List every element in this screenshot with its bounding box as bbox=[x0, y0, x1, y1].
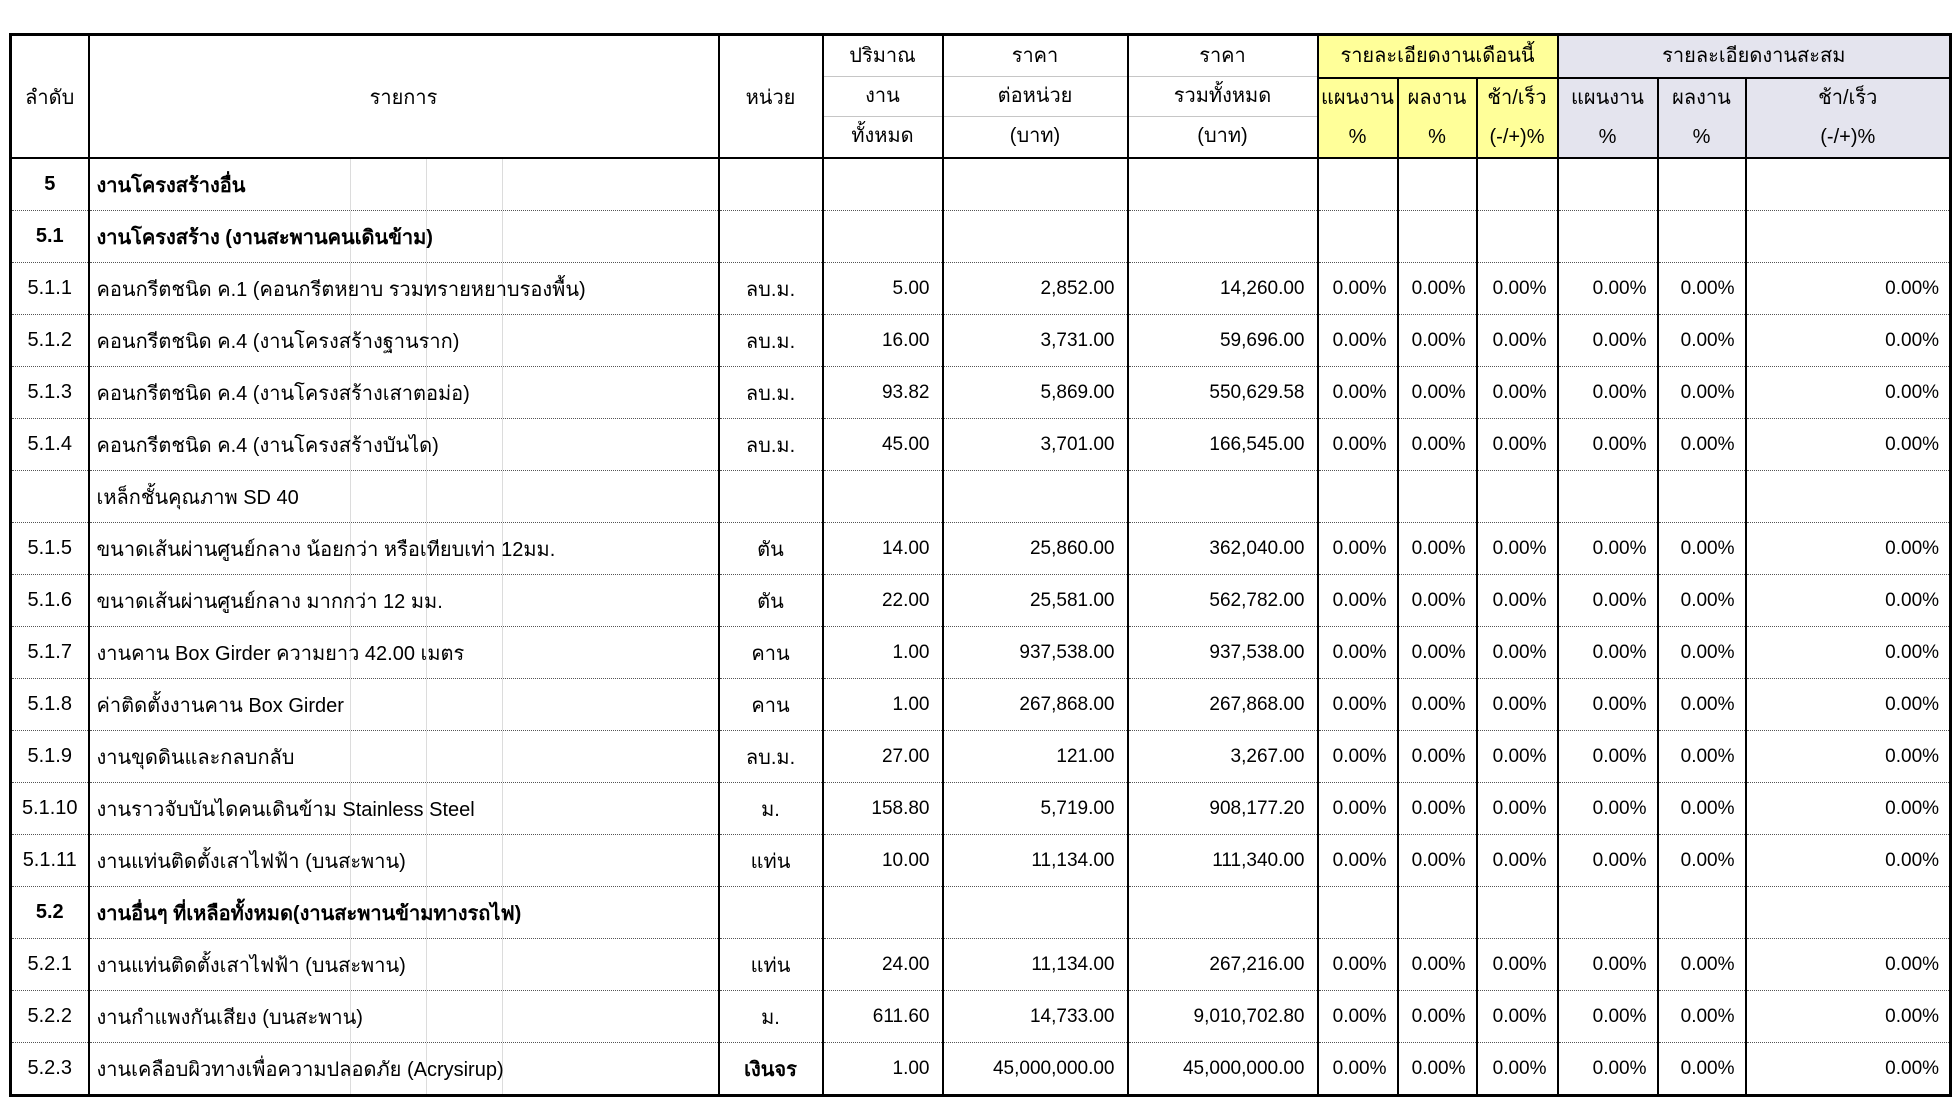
cell-month-latefast-pct bbox=[1477, 887, 1558, 939]
cell-unit bbox=[719, 887, 823, 939]
table-row bbox=[11, 523, 1951, 575]
cell-total-price: 59,696.00 bbox=[1128, 315, 1318, 367]
cell-unit: ตัน bbox=[719, 575, 823, 627]
cell-unit: แท่น bbox=[719, 835, 823, 887]
cell-unit-price bbox=[943, 211, 1128, 263]
cell-total-price: 267,868.00 bbox=[1128, 679, 1318, 731]
cell-month-latefast-pct bbox=[1477, 471, 1558, 523]
table-row bbox=[11, 783, 1951, 835]
cell-total-quantity bbox=[823, 211, 943, 263]
header-month-plan: แผนงาน % bbox=[1318, 78, 1398, 158]
cell-total-price: 45,000,000.00 bbox=[1128, 1043, 1318, 1096]
cell-unit-price: 937,538.00 bbox=[943, 627, 1128, 679]
cell-total-quantity: 22.00 bbox=[823, 575, 943, 627]
cell-cum-actual-pct: 0.00% bbox=[1658, 783, 1746, 835]
cell-total-quantity: 1.00 bbox=[823, 1043, 943, 1096]
header-cum-plan: แผนงาน % bbox=[1558, 78, 1658, 158]
table-row bbox=[11, 1043, 1951, 1096]
cell-description: เหล็กชั้นคุณภาพ SD 40 bbox=[89, 471, 719, 523]
cell-cum-plan-pct: 0.00% bbox=[1558, 679, 1658, 731]
cell-unit: ลบ.ม. bbox=[719, 263, 823, 315]
cell-unit: ม. bbox=[719, 991, 823, 1043]
cell-unit: ม. bbox=[719, 783, 823, 835]
cell-month-plan-pct: 0.00% bbox=[1318, 991, 1398, 1043]
cell-item-no: 5.2.3 bbox=[11, 1043, 89, 1096]
table-row bbox=[11, 315, 1951, 367]
cell-unit-price: 11,134.00 bbox=[943, 835, 1128, 887]
table-row bbox=[11, 835, 1951, 887]
cell-month-latefast-pct: 0.00% bbox=[1477, 575, 1558, 627]
cell-description: งานขุดดินและกลบกลับ bbox=[89, 731, 719, 783]
cell-cum-latefast-pct: 0.00% bbox=[1746, 575, 1951, 627]
cell-total-price: 9,010,702.80 bbox=[1128, 991, 1318, 1043]
cell-cum-actual-pct: 0.00% bbox=[1658, 627, 1746, 679]
cell-month-plan-pct: 0.00% bbox=[1318, 939, 1398, 991]
cell-total-quantity bbox=[823, 158, 943, 211]
cell-month-actual-pct bbox=[1398, 471, 1477, 523]
cell-total-price: 362,040.00 bbox=[1128, 523, 1318, 575]
cell-unit-price: 3,701.00 bbox=[943, 419, 1128, 471]
cell-total-quantity: 158.80 bbox=[823, 783, 943, 835]
cell-month-actual-pct: 0.00% bbox=[1398, 315, 1477, 367]
cell-total-quantity: 5.00 bbox=[823, 263, 943, 315]
cell-cum-plan-pct: 0.00% bbox=[1558, 523, 1658, 575]
cell-month-actual-pct: 0.00% bbox=[1398, 991, 1477, 1043]
cell-month-actual-pct bbox=[1398, 211, 1477, 263]
cell-item-no: 5.2.1 bbox=[11, 939, 89, 991]
cell-cum-plan-pct: 0.00% bbox=[1558, 367, 1658, 419]
cell-item-no: 5.1 bbox=[11, 211, 89, 263]
cell-cum-actual-pct: 0.00% bbox=[1658, 367, 1746, 419]
cell-unit: แท่น bbox=[719, 939, 823, 991]
cell-description: งานแท่นติดตั้งเสาไฟฟ้า (บนสะพาน) bbox=[89, 939, 719, 991]
cell-month-latefast-pct: 0.00% bbox=[1477, 263, 1558, 315]
cell-unit: ลบ.ม. bbox=[719, 367, 823, 419]
cell-description: คอนกรีตชนิด ค.4 (งานโครงสร้างเสาตอม่อ) bbox=[89, 367, 719, 419]
cell-description: คอนกรีตชนิด ค.1 (คอนกรีตหยาบ รวมทรายหยาบรองพื้น) bbox=[89, 263, 719, 315]
table-body bbox=[11, 158, 1951, 1096]
cell-total-price bbox=[1128, 158, 1318, 211]
cell-month-latefast-pct: 0.00% bbox=[1477, 991, 1558, 1043]
header-total-price: ราคา รวมทั้งหมด (บาท) bbox=[1128, 35, 1318, 159]
cell-cum-actual-pct bbox=[1658, 471, 1746, 523]
cell-month-latefast-pct: 0.00% bbox=[1477, 783, 1558, 835]
cell-total-price: 908,177.20 bbox=[1128, 783, 1318, 835]
cell-cum-plan-pct: 0.00% bbox=[1558, 991, 1658, 1043]
cell-total-quantity: 1.00 bbox=[823, 627, 943, 679]
cell-total-price bbox=[1128, 471, 1318, 523]
cell-description: ค่าติดตั้งงานคาน Box Girder bbox=[89, 679, 719, 731]
cell-description: คอนกรีตชนิด ค.4 (งานโครงสร้างฐานราก) bbox=[89, 315, 719, 367]
cell-cum-plan-pct: 0.00% bbox=[1558, 939, 1658, 991]
cell-cum-latefast-pct: 0.00% bbox=[1746, 315, 1951, 367]
cell-cum-actual-pct: 0.00% bbox=[1658, 419, 1746, 471]
cell-total-quantity: 24.00 bbox=[823, 939, 943, 991]
cell-month-actual-pct: 0.00% bbox=[1398, 627, 1477, 679]
cell-description: คอนกรีตชนิด ค.4 (งานโครงสร้างบันได) bbox=[89, 419, 719, 471]
cell-month-plan-pct: 0.00% bbox=[1318, 419, 1398, 471]
cell-cum-latefast-pct: 0.00% bbox=[1746, 419, 1951, 471]
cell-total-price: 550,629.58 bbox=[1128, 367, 1318, 419]
cell-cum-plan-pct: 0.00% bbox=[1558, 627, 1658, 679]
table-row bbox=[11, 419, 1951, 471]
cell-cum-actual-pct: 0.00% bbox=[1658, 575, 1746, 627]
cell-item-no: 5.1.7 bbox=[11, 627, 89, 679]
cell-unit-price: 11,134.00 bbox=[943, 939, 1128, 991]
header-group-cumulative: รายละเอียดงานสะสม bbox=[1558, 35, 1951, 79]
cell-month-actual-pct: 0.00% bbox=[1398, 367, 1477, 419]
table-header bbox=[11, 35, 1951, 159]
table-row bbox=[11, 731, 1951, 783]
cell-cum-latefast-pct: 0.00% bbox=[1746, 939, 1951, 991]
cell-month-latefast-pct: 0.00% bbox=[1477, 523, 1558, 575]
cell-cum-actual-pct: 0.00% bbox=[1658, 1043, 1746, 1096]
cell-month-actual-pct: 0.00% bbox=[1398, 731, 1477, 783]
cell-total-quantity: 14.00 bbox=[823, 523, 943, 575]
cell-item-no: 5.2 bbox=[11, 887, 89, 939]
cell-item-no: 5.1.9 bbox=[11, 731, 89, 783]
cell-total-quantity: 45.00 bbox=[823, 419, 943, 471]
cell-item-no: 5.1.4 bbox=[11, 419, 89, 471]
cell-total-quantity bbox=[823, 887, 943, 939]
cell-month-latefast-pct: 0.00% bbox=[1477, 419, 1558, 471]
cell-unit: ลบ.ม. bbox=[719, 315, 823, 367]
table-row bbox=[11, 939, 1951, 991]
cell-cum-actual-pct: 0.00% bbox=[1658, 523, 1746, 575]
cell-total-price bbox=[1128, 887, 1318, 939]
cell-item-no: 5.1.3 bbox=[11, 367, 89, 419]
cell-month-plan-pct: 0.00% bbox=[1318, 731, 1398, 783]
cell-month-actual-pct: 0.00% bbox=[1398, 575, 1477, 627]
header-no: ลำดับ bbox=[11, 35, 89, 159]
cell-total-quantity: 93.82 bbox=[823, 367, 943, 419]
cell-cum-latefast-pct bbox=[1746, 887, 1951, 939]
cell-cum-latefast-pct: 0.00% bbox=[1746, 1043, 1951, 1096]
cell-unit: คาน bbox=[719, 627, 823, 679]
header-total-quantity: ปริมาณ งาน ทั้งหมด bbox=[823, 35, 943, 159]
cell-description: งานคาน Box Girder ความยาว 42.00 เมตร bbox=[89, 627, 719, 679]
cell-cum-latefast-pct: 0.00% bbox=[1746, 783, 1951, 835]
progress-report-sheet bbox=[9, 33, 1952, 1097]
header-group-this-month: รายละเอียดงานเดือนนี้ bbox=[1318, 35, 1558, 79]
cell-month-plan-pct bbox=[1318, 158, 1398, 211]
cell-cum-latefast-pct: 0.00% bbox=[1746, 523, 1951, 575]
cell-cum-actual-pct: 0.00% bbox=[1658, 679, 1746, 731]
cell-cum-plan-pct: 0.00% bbox=[1558, 731, 1658, 783]
cell-item-no: 5.1.6 bbox=[11, 575, 89, 627]
cell-cum-plan-pct: 0.00% bbox=[1558, 575, 1658, 627]
cell-cum-actual-pct: 0.00% bbox=[1658, 991, 1746, 1043]
cell-month-latefast-pct: 0.00% bbox=[1477, 315, 1558, 367]
cell-unit-price: 3,731.00 bbox=[943, 315, 1128, 367]
cell-description: งานโครงสร้าง (งานสะพานคนเดินข้าม) bbox=[89, 211, 719, 263]
cell-total-quantity bbox=[823, 471, 943, 523]
cell-month-plan-pct: 0.00% bbox=[1318, 315, 1398, 367]
header-month-late-fast: ช้า/เร็ว (-/+)% bbox=[1477, 78, 1558, 158]
cell-unit-price: 121.00 bbox=[943, 731, 1128, 783]
cell-month-actual-pct: 0.00% bbox=[1398, 783, 1477, 835]
cell-unit: ลบ.ม. bbox=[719, 419, 823, 471]
cell-cum-latefast-pct: 0.00% bbox=[1746, 991, 1951, 1043]
cell-unit bbox=[719, 471, 823, 523]
table-row bbox=[11, 158, 1951, 211]
cell-month-latefast-pct: 0.00% bbox=[1477, 367, 1558, 419]
cell-unit: ตัน bbox=[719, 523, 823, 575]
cell-cum-latefast-pct: 0.00% bbox=[1746, 731, 1951, 783]
cell-cum-actual-pct: 0.00% bbox=[1658, 263, 1746, 315]
cell-unit-price: 25,581.00 bbox=[943, 575, 1128, 627]
cell-total-price: 111,340.00 bbox=[1128, 835, 1318, 887]
cell-month-actual-pct: 0.00% bbox=[1398, 679, 1477, 731]
cell-month-plan-pct bbox=[1318, 211, 1398, 263]
cell-month-plan-pct: 0.00% bbox=[1318, 263, 1398, 315]
cell-month-plan-pct bbox=[1318, 471, 1398, 523]
table-row bbox=[11, 211, 1951, 263]
header-cum-late-fast: ช้า/เร็ว (-/+)% bbox=[1746, 78, 1951, 158]
cell-month-latefast-pct: 0.00% bbox=[1477, 627, 1558, 679]
cell-unit-price: 14,733.00 bbox=[943, 991, 1128, 1043]
cell-cum-plan-pct: 0.00% bbox=[1558, 263, 1658, 315]
cell-total-price: 937,538.00 bbox=[1128, 627, 1318, 679]
cell-unit bbox=[719, 158, 823, 211]
cell-description: งานอื่นๆ ที่เหลือทั้งหมด(งานสะพานข้ามทางรถไฟ) bbox=[89, 887, 719, 939]
table-row bbox=[11, 991, 1951, 1043]
cell-total-quantity: 27.00 bbox=[823, 731, 943, 783]
header-unit: หน่วย bbox=[719, 35, 823, 159]
cell-total-price: 267,216.00 bbox=[1128, 939, 1318, 991]
header-item: รายการ bbox=[89, 35, 719, 159]
cell-unit: ลบ.ม. bbox=[719, 731, 823, 783]
cell-month-plan-pct: 0.00% bbox=[1318, 523, 1398, 575]
cell-description: ขนาดเส้นผ่านศูนย์กลาง มากกว่า 12 มม. bbox=[89, 575, 719, 627]
cell-item-no: 5.1.10 bbox=[11, 783, 89, 835]
cell-total-price: 166,545.00 bbox=[1128, 419, 1318, 471]
cell-item-no: 5.1.11 bbox=[11, 835, 89, 887]
cell-cum-plan-pct: 0.00% bbox=[1558, 783, 1658, 835]
cell-total-price: 3,267.00 bbox=[1128, 731, 1318, 783]
cell-month-plan-pct: 0.00% bbox=[1318, 575, 1398, 627]
cell-month-actual-pct: 0.00% bbox=[1398, 263, 1477, 315]
cell-item-no bbox=[11, 471, 89, 523]
cell-cum-plan-pct bbox=[1558, 887, 1658, 939]
cell-cum-latefast-pct bbox=[1746, 211, 1951, 263]
cell-total-price bbox=[1128, 211, 1318, 263]
cell-cum-plan-pct: 0.00% bbox=[1558, 1043, 1658, 1096]
cell-cum-latefast-pct: 0.00% bbox=[1746, 835, 1951, 887]
cell-item-no: 5 bbox=[11, 158, 89, 211]
header-unit-price: ราคา ต่อหน่วย (บาท) bbox=[943, 35, 1128, 159]
cell-total-quantity: 611.60 bbox=[823, 991, 943, 1043]
cell-unit-price bbox=[943, 158, 1128, 211]
cell-cum-latefast-pct bbox=[1746, 471, 1951, 523]
cell-total-quantity: 10.00 bbox=[823, 835, 943, 887]
cell-month-actual-pct: 0.00% bbox=[1398, 1043, 1477, 1096]
cell-month-actual-pct: 0.00% bbox=[1398, 835, 1477, 887]
cell-cum-latefast-pct: 0.00% bbox=[1746, 367, 1951, 419]
cell-item-no: 5.1.8 bbox=[11, 679, 89, 731]
cell-item-no: 5.1.5 bbox=[11, 523, 89, 575]
cell-item-no: 5.1.1 bbox=[11, 263, 89, 315]
cell-month-latefast-pct: 0.00% bbox=[1477, 731, 1558, 783]
cell-total-price: 14,260.00 bbox=[1128, 263, 1318, 315]
cell-month-actual-pct bbox=[1398, 887, 1477, 939]
cell-cum-latefast-pct: 0.00% bbox=[1746, 627, 1951, 679]
cell-month-latefast-pct: 0.00% bbox=[1477, 679, 1558, 731]
cell-unit-price: 2,852.00 bbox=[943, 263, 1128, 315]
cell-cum-latefast-pct bbox=[1746, 158, 1951, 211]
cell-month-plan-pct bbox=[1318, 887, 1398, 939]
table-row bbox=[11, 627, 1951, 679]
header-cum-actual: ผลงาน % bbox=[1658, 78, 1746, 158]
cell-month-plan-pct: 0.00% bbox=[1318, 835, 1398, 887]
cell-month-plan-pct: 0.00% bbox=[1318, 679, 1398, 731]
cell-unit-price bbox=[943, 887, 1128, 939]
cell-month-actual-pct: 0.00% bbox=[1398, 523, 1477, 575]
cell-cum-plan-pct bbox=[1558, 158, 1658, 211]
cell-cum-actual-pct bbox=[1658, 887, 1746, 939]
work-progress-table bbox=[9, 33, 1952, 1097]
cell-cum-actual-pct bbox=[1658, 211, 1746, 263]
cell-month-actual-pct bbox=[1398, 158, 1477, 211]
cell-month-actual-pct: 0.00% bbox=[1398, 419, 1477, 471]
cell-total-price: 562,782.00 bbox=[1128, 575, 1318, 627]
cell-description: งานแท่นติดตั้งเสาไฟฟ้า (บนสะพาน) bbox=[89, 835, 719, 887]
cell-unit-price: 5,869.00 bbox=[943, 367, 1128, 419]
cell-total-quantity: 1.00 bbox=[823, 679, 943, 731]
cell-unit bbox=[719, 211, 823, 263]
cell-cum-actual-pct: 0.00% bbox=[1658, 731, 1746, 783]
cell-cum-plan-pct: 0.00% bbox=[1558, 419, 1658, 471]
cell-unit: คาน bbox=[719, 679, 823, 731]
cell-unit-price: 45,000,000.00 bbox=[943, 1043, 1128, 1096]
cell-unit-price bbox=[943, 471, 1128, 523]
cell-cum-actual-pct bbox=[1658, 158, 1746, 211]
cell-month-plan-pct: 0.00% bbox=[1318, 627, 1398, 679]
cell-month-latefast-pct bbox=[1477, 211, 1558, 263]
cell-unit-price: 267,868.00 bbox=[943, 679, 1128, 731]
cell-description: งานกำแพงกันเสียง (บนสะพาน) bbox=[89, 991, 719, 1043]
table-row bbox=[11, 367, 1951, 419]
cell-month-actual-pct: 0.00% bbox=[1398, 939, 1477, 991]
cell-cum-actual-pct: 0.00% bbox=[1658, 315, 1746, 367]
cell-month-latefast-pct: 0.00% bbox=[1477, 835, 1558, 887]
cell-cum-actual-pct: 0.00% bbox=[1658, 939, 1746, 991]
cell-item-no: 5.1.2 bbox=[11, 315, 89, 367]
table-row bbox=[11, 887, 1951, 939]
cell-description: งานเคลือบผิวทางเพื่อความปลอดภัย (Acrysirup) bbox=[89, 1043, 719, 1096]
table-row bbox=[11, 679, 1951, 731]
cell-cum-actual-pct: 0.00% bbox=[1658, 835, 1746, 887]
cell-description: งานราวจับบันไดคนเดินข้าม Stainless Steel bbox=[89, 783, 719, 835]
table-row bbox=[11, 471, 1951, 523]
cell-item-no: 5.2.2 bbox=[11, 991, 89, 1043]
cell-total-quantity: 16.00 bbox=[823, 315, 943, 367]
cell-unit-price: 5,719.00 bbox=[943, 783, 1128, 835]
header-month-actual: ผลงาน % bbox=[1398, 78, 1477, 158]
cell-month-plan-pct: 0.00% bbox=[1318, 367, 1398, 419]
cell-month-latefast-pct bbox=[1477, 158, 1558, 211]
cell-month-plan-pct: 0.00% bbox=[1318, 783, 1398, 835]
cell-cum-plan-pct: 0.00% bbox=[1558, 315, 1658, 367]
cell-cum-latefast-pct: 0.00% bbox=[1746, 263, 1951, 315]
table-row bbox=[11, 575, 1951, 627]
cell-cum-plan-pct bbox=[1558, 471, 1658, 523]
table-row bbox=[11, 263, 1951, 315]
cell-month-latefast-pct: 0.00% bbox=[1477, 1043, 1558, 1096]
cell-month-latefast-pct: 0.00% bbox=[1477, 939, 1558, 991]
cell-description: งานโครงสร้างอื่น bbox=[89, 158, 719, 211]
cell-description: ขนาดเส้นผ่านศูนย์กลาง น้อยกว่า หรือเทียบเท่า 12มม. bbox=[89, 523, 719, 575]
cell-unit-price: 25,860.00 bbox=[943, 523, 1128, 575]
cell-cum-plan-pct bbox=[1558, 211, 1658, 263]
cell-month-plan-pct: 0.00% bbox=[1318, 1043, 1398, 1096]
cell-cum-plan-pct: 0.00% bbox=[1558, 835, 1658, 887]
cell-cum-latefast-pct: 0.00% bbox=[1746, 679, 1951, 731]
cell-unit: เงินจร bbox=[719, 1043, 823, 1096]
